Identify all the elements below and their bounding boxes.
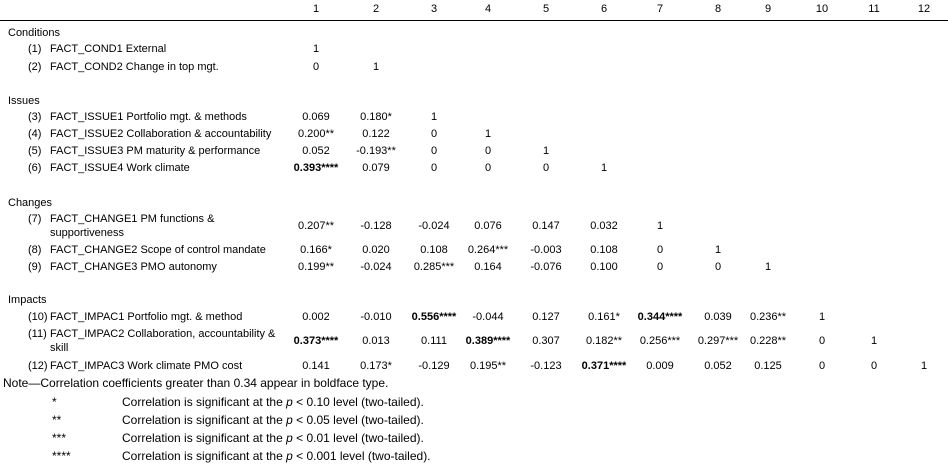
row-label: skill — [50, 342, 69, 354]
correlation-cell: 0 — [430, 162, 438, 174]
correlation-cell: -0.010 — [360, 311, 392, 323]
row-label: FACT_ISSUE3 PM maturity & performance — [50, 145, 261, 157]
section-title: Conditions — [8, 27, 60, 39]
correlation-cell: 0.236** — [749, 311, 787, 323]
correlation-cell: 0.285*** — [413, 261, 455, 273]
row-number: (2) — [28, 61, 42, 73]
note-p-symbol: p — [286, 449, 293, 463]
correlation-cell: 0 — [870, 360, 878, 372]
correlation-cell: -0.123 — [530, 360, 562, 372]
column-header: 6 — [600, 3, 608, 15]
correlation-cell: -0.129 — [418, 360, 450, 372]
correlation-cell: 0.182** — [585, 335, 623, 347]
note-text-after: < 0.01 level (two-tailed). — [292, 431, 424, 445]
correlation-cell: 0.200** — [297, 128, 335, 140]
row-label: supportiveness — [50, 227, 124, 239]
correlation-cell: 1 — [312, 43, 320, 55]
note-p-symbol: p — [286, 431, 293, 445]
column-header: 2 — [372, 3, 380, 15]
correlation-cell: 0.020 — [362, 244, 390, 256]
correlation-cell: -0.003 — [530, 244, 562, 256]
column-header: 5 — [542, 3, 550, 15]
row-number: (8) — [28, 244, 42, 256]
correlation-cell: 0.127 — [532, 311, 560, 323]
correlation-cell: -0.076 — [530, 261, 562, 273]
note-text-before: Correlation is significant at the — [122, 395, 287, 409]
note-text-after: < 0.05 level (two-tailed). — [292, 413, 424, 427]
correlation-cell: 1 — [600, 162, 608, 174]
correlation-cell: 1 — [818, 311, 826, 323]
correlation-cell: 0.371**** — [581, 360, 627, 372]
correlation-cell: 1 — [372, 61, 380, 73]
correlation-cell: 0.009 — [646, 360, 674, 372]
correlation-cell: 0.039 — [704, 311, 732, 323]
note-text-before: Correlation is significant at the — [122, 449, 287, 463]
note-text — [122, 450, 431, 463]
note-text-before: Correlation is significant at the — [122, 413, 287, 427]
correlation-cell: 0.076 — [474, 220, 502, 232]
correlation-cell: 0.373**** — [293, 335, 339, 347]
row-number: (10) — [28, 311, 48, 323]
correlation-cell: 0.556**** — [411, 311, 457, 323]
row-label: FACT_COND1 External — [50, 43, 167, 55]
correlation-cell: 0 — [714, 261, 722, 273]
column-header: 3 — [430, 3, 438, 15]
correlation-cell: 0.069 — [302, 111, 330, 123]
correlation-cell: 0.052 — [704, 360, 732, 372]
correlation-cell: 0.079 — [362, 162, 390, 174]
row-number: (11) — [28, 328, 47, 340]
correlation-cell: 0.173* — [360, 360, 392, 372]
row-label: FACT_ISSUE4 Work climate — [50, 162, 190, 174]
note-text-after: < 0.10 level (two-tailed). — [292, 395, 424, 409]
correlation-cell: 0.161* — [588, 311, 620, 323]
row-number: (7) — [28, 213, 42, 225]
row-number: (4) — [28, 128, 42, 140]
note-text — [122, 396, 424, 409]
row-label: FACT_CHANGE1 PM functions & — [50, 213, 215, 225]
note-marker: **** — [52, 449, 71, 463]
note-p-symbol: p — [286, 413, 293, 427]
correlation-cell: 0 — [818, 360, 826, 372]
row-number: (1) — [28, 43, 42, 55]
correlation-cell: 0 — [430, 128, 438, 140]
correlation-cell: 0.195** — [469, 360, 507, 372]
section-title: Changes — [8, 197, 53, 209]
correlation-cell: 0 — [484, 162, 492, 174]
correlation-cell: 0 — [656, 244, 664, 256]
correlation-cell: 1 — [656, 220, 664, 232]
correlation-cell: 1 — [920, 360, 928, 372]
correlation-cell: 0.108 — [590, 244, 618, 256]
correlation-cell: 0.207** — [297, 220, 335, 232]
column-header: 7 — [656, 3, 664, 15]
correlation-cell: -0.193** — [356, 145, 396, 157]
correlation-cell: 0 — [312, 61, 320, 73]
row-label: FACT_IMPAC2 Collaboration, accountability & — [50, 328, 276, 340]
column-header: 8 — [714, 3, 722, 15]
correlation-cell: 0.393**** — [293, 162, 339, 174]
column-header: 11 — [868, 3, 880, 15]
note-text — [122, 414, 424, 427]
note-text — [122, 432, 424, 445]
note-marker: * — [52, 395, 57, 409]
correlation-cell: 0.166* — [300, 244, 332, 256]
row-label: FACT_ISSUE2 Collaboration & accountability — [50, 128, 272, 140]
column-header: 12 — [917, 3, 931, 15]
correlation-cell: 0.147 — [532, 220, 560, 232]
column-header: 10 — [815, 3, 829, 15]
row-label: FACT_CHANGE3 PMO autonomy — [50, 261, 217, 273]
correlation-cell: 1 — [484, 128, 492, 140]
row-number: (6) — [28, 162, 42, 174]
row-label: FACT_IMPAC3 Work climate PMO cost — [50, 360, 243, 372]
correlation-cell: 0.164 — [474, 261, 502, 273]
correlation-cell: 0.297*** — [697, 335, 739, 347]
correlation-cell: -0.044 — [472, 311, 504, 323]
row-label: FACT_CHANGE2 Scope of control mandate — [50, 244, 266, 256]
correlation-cell: 0 — [656, 261, 664, 273]
note-marker: *** — [52, 431, 67, 445]
note-intro: Note—Correlation coefficients greater than 0.34 appear in boldface type. — [3, 376, 389, 390]
correlation-cell: 0.111 — [421, 335, 447, 347]
correlation-cell: 0.307 — [532, 335, 560, 347]
correlation-cell: 0.344**** — [637, 311, 683, 323]
correlation-cell: -0.024 — [360, 261, 392, 273]
correlation-cell: 0 — [542, 162, 550, 174]
correlation-cell: 0.122 — [362, 128, 390, 140]
correlation-cell: 1 — [430, 111, 438, 123]
note-marker: ** — [52, 413, 62, 427]
correlation-cell: 0 — [818, 335, 826, 347]
correlation-cell: 0.125 — [754, 360, 782, 372]
correlation-cell: 0.052 — [302, 145, 330, 157]
row-label: FACT_ISSUE1 Portfolio mgt. & methods — [50, 111, 247, 123]
correlation-cell: 0 — [430, 145, 438, 157]
correlation-cell: 0 — [484, 145, 492, 157]
correlation-cell: 0.389**** — [465, 335, 511, 347]
header-rule — [0, 20, 948, 21]
correlation-cell: 0.141 — [302, 360, 330, 372]
correlation-cell: 0.100 — [590, 261, 618, 273]
row-number: (3) — [28, 111, 42, 123]
correlation-cell: 0.002 — [302, 311, 330, 323]
correlation-cell: -0.128 — [360, 220, 392, 232]
correlation-cell: 1 — [542, 145, 550, 157]
correlation-cell: 1 — [764, 261, 772, 273]
correlation-cell: 0.013 — [362, 335, 390, 347]
row-number: (5) — [28, 145, 42, 157]
correlation-cell: 0.264*** — [467, 244, 509, 256]
column-header: 9 — [764, 3, 772, 15]
correlation-cell: 0.256*** — [639, 335, 681, 347]
row-label: FACT_COND2 Change in top mgt. — [50, 61, 219, 73]
row-label: FACT_IMPAC1 Portfolio mgt. & method — [50, 311, 243, 323]
note-text-after: < 0.001 level (two-tailed). — [292, 449, 431, 463]
correlation-cell: 0.228** — [749, 335, 787, 347]
correlation-cell: -0.024 — [418, 220, 450, 232]
section-title: Impacts — [8, 294, 47, 306]
correlation-cell: 0.108 — [420, 244, 448, 256]
correlation-cell: 0.180* — [360, 111, 392, 123]
correlation-cell: 0.199** — [297, 261, 335, 273]
correlation-cell: 1 — [870, 335, 878, 347]
correlation-cell: 0.032 — [590, 220, 618, 232]
note-text-before: Correlation is significant at the — [122, 431, 287, 445]
note-p-symbol: p — [286, 395, 293, 409]
section-title: Issues — [8, 95, 40, 107]
row-number: (12) — [28, 360, 48, 372]
column-header: 1 — [312, 3, 320, 15]
correlation-cell: 1 — [714, 244, 722, 256]
column-header: 4 — [484, 3, 492, 15]
row-number: (9) — [28, 261, 42, 273]
